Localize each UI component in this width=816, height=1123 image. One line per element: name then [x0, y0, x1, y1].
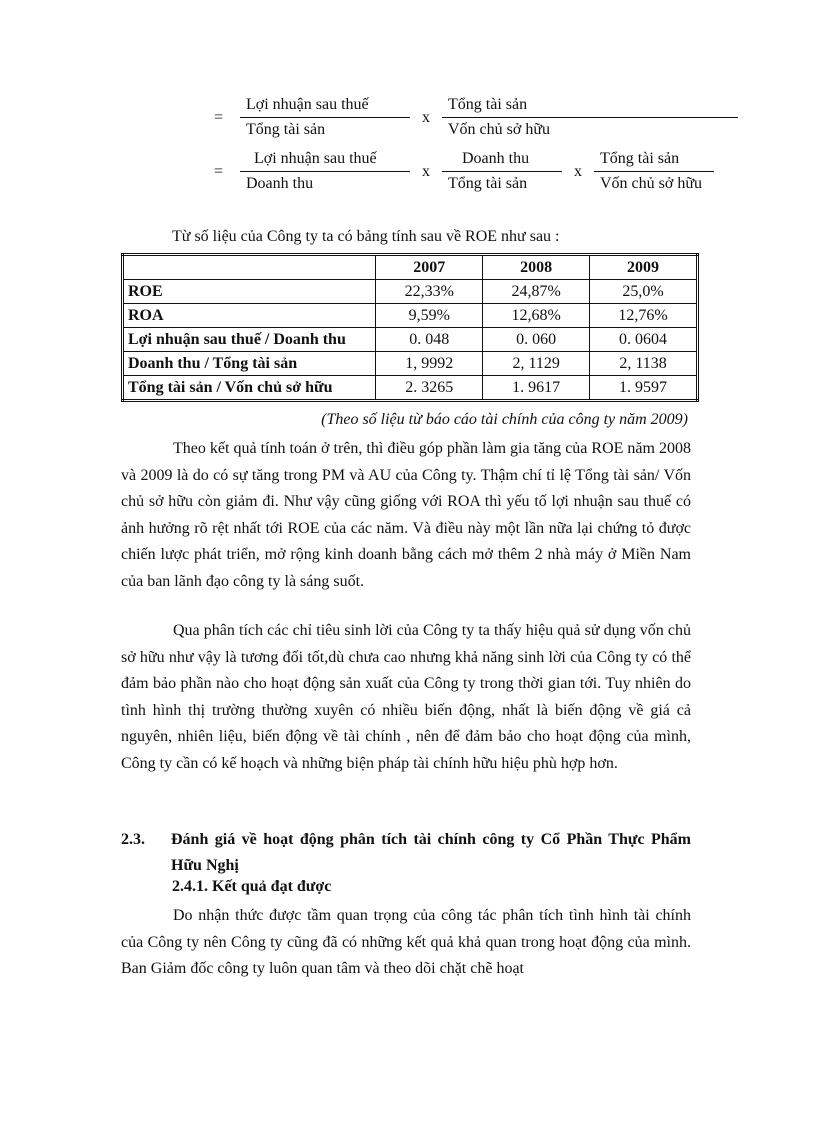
table-row	[123, 304, 698, 328]
section-number: 2.3.	[121, 831, 145, 848]
numerator: Tổng tài sản	[448, 96, 528, 113]
value-cell: 24,87%	[483, 280, 590, 304]
equals-sign: =	[214, 108, 224, 126]
subsection-heading: 2.4.1. Kết quả đạt được	[172, 878, 332, 895]
row-label: ROE	[123, 280, 376, 304]
denominator: Vốn chủ sở hữu	[594, 171, 714, 193]
equals-sign: =	[214, 162, 224, 180]
numerator: Lợi nhuận sau thuế	[246, 96, 369, 113]
value-cell: 2, 1129	[483, 352, 590, 376]
numerator: Doanh thu	[462, 150, 530, 167]
multiply-sign: x	[574, 162, 582, 180]
formula-line-1	[214, 96, 738, 139]
value-cell: 0. 0604	[590, 328, 698, 352]
fraction-profit-over-revenue	[240, 150, 410, 193]
row-label: Lợi nhuận sau thuế / Doanh thu	[123, 328, 376, 352]
value-cell: 12,76%	[590, 304, 698, 328]
fraction-assets-over-equity	[594, 150, 714, 193]
numerator: Tổng tài sản	[600, 150, 680, 167]
roe-table	[121, 253, 699, 402]
value-cell: 0. 048	[376, 328, 483, 352]
header-year-cell: 2007	[376, 255, 483, 280]
value-cell: 1. 9597	[590, 376, 698, 401]
denominator: Vốn chủ sở hữu	[442, 117, 738, 139]
value-cell: 0. 060	[483, 328, 590, 352]
header-year-cell: 2008	[483, 255, 590, 280]
value-cell: 1. 9617	[483, 376, 590, 401]
table-row	[123, 376, 698, 401]
value-cell: 1, 9992	[376, 352, 483, 376]
section-heading	[121, 827, 691, 879]
table-row	[123, 280, 698, 304]
section-title: Đánh giá về hoạt động phân tích tài chính công ty Cổ Phần Thực Phẩm Hữu Nghị	[171, 831, 691, 874]
paragraph-profitability-conclusion	[121, 618, 691, 777]
row-label: Tổng tài sản / Vốn chủ sở hữu	[123, 376, 376, 401]
table-source-note: (Theo số liệu từ báo cáo tài chính của công ty năm 2009)	[321, 411, 688, 428]
value-cell: 12,68%	[483, 304, 590, 328]
value-cell: 25,0%	[590, 280, 698, 304]
multiply-sign: x	[422, 108, 430, 126]
paragraph-text: Do nhận thức được tầm quan trọng của công tác phân tích tình hình tài chính của Công ty nên Công ty cũng đã có những kết quả khả quan trong hoạt động của mình. Ban Giảm đốc công ty luôn quan tâm và theo dõi chặt chẽ hoạt	[121, 907, 691, 977]
table-intro-text: Từ số liệu của Công ty ta có bảng tính sau về ROE như sau :	[172, 228, 560, 245]
denominator: Tổng tài sản	[442, 171, 562, 193]
denominator: Doanh thu	[240, 171, 410, 193]
formula-line-2	[214, 150, 714, 193]
paragraph-text: Theo kết quả tính toán ở trên, thì điều góp phần làm gia tăng của ROE năm 2008 và 2009 là do có sự tăng trong PM và AU của Công ty. Thậm chí tỉ lệ Tổng tài sản/ Vốn chủ sở hữu còn giảm đi. Như vậy cũng giống với ROA thì yếu tố lợi nhuận sau thuế có ảnh hưởng rõ rệt nhất tới ROE của các năm. Và điều này một lần nữa lại chứng tỏ được chiến lược phát triển, mở rộng kinh doanh bằng cách mở thêm 2 nhà máy ở Miền Nam của ban lãnh đạo công ty là sáng suốt.	[121, 440, 691, 590]
numerator: Lợi nhuận sau thuế	[254, 150, 377, 167]
row-label: ROA	[123, 304, 376, 328]
value-cell: 22,33%	[376, 280, 483, 304]
paragraph-roe-analysis	[121, 436, 691, 595]
header-year-cell: 2009	[590, 255, 698, 280]
row-label: Doanh thu / Tổng tài sản	[123, 352, 376, 376]
paragraph-text: Qua phân tích các chỉ tiêu sinh lời của Công ty ta thấy hiệu quả sử dụng vốn chủ sở hữu như vậy là tương đối tốt,dù chưa cao nhưng khả năng sinh lời của Công ty có thể đảm bảo phần nào cho hoạt động sản xuất của Công ty trong thời gian tới. Tuy nhiên do tình hình thị trường thường xuyên có nhiều biến động, nhất là biến động về giá cả nguyên, nhiên liệu, biến động về tài chính , nên để đảm bảo cho hoạt động của mình, Công ty cần có kế hoạch và những biện pháp tài chính hữu hiệu phù hợp hơn.	[121, 622, 691, 772]
denominator: Tổng tài sản	[240, 117, 410, 139]
paragraph-results	[121, 903, 691, 983]
multiply-sign: x	[422, 162, 430, 180]
table-header-row	[123, 255, 698, 280]
value-cell: 2, 1138	[590, 352, 698, 376]
value-cell: 9,59%	[376, 304, 483, 328]
value-cell: 2. 3265	[376, 376, 483, 401]
table-row	[123, 328, 698, 352]
header-empty-cell	[123, 255, 376, 280]
table-row	[123, 352, 698, 376]
fraction-revenue-over-assets	[442, 150, 562, 193]
fraction-assets-over-equity	[442, 96, 738, 139]
fraction-profit-over-assets	[240, 96, 410, 139]
